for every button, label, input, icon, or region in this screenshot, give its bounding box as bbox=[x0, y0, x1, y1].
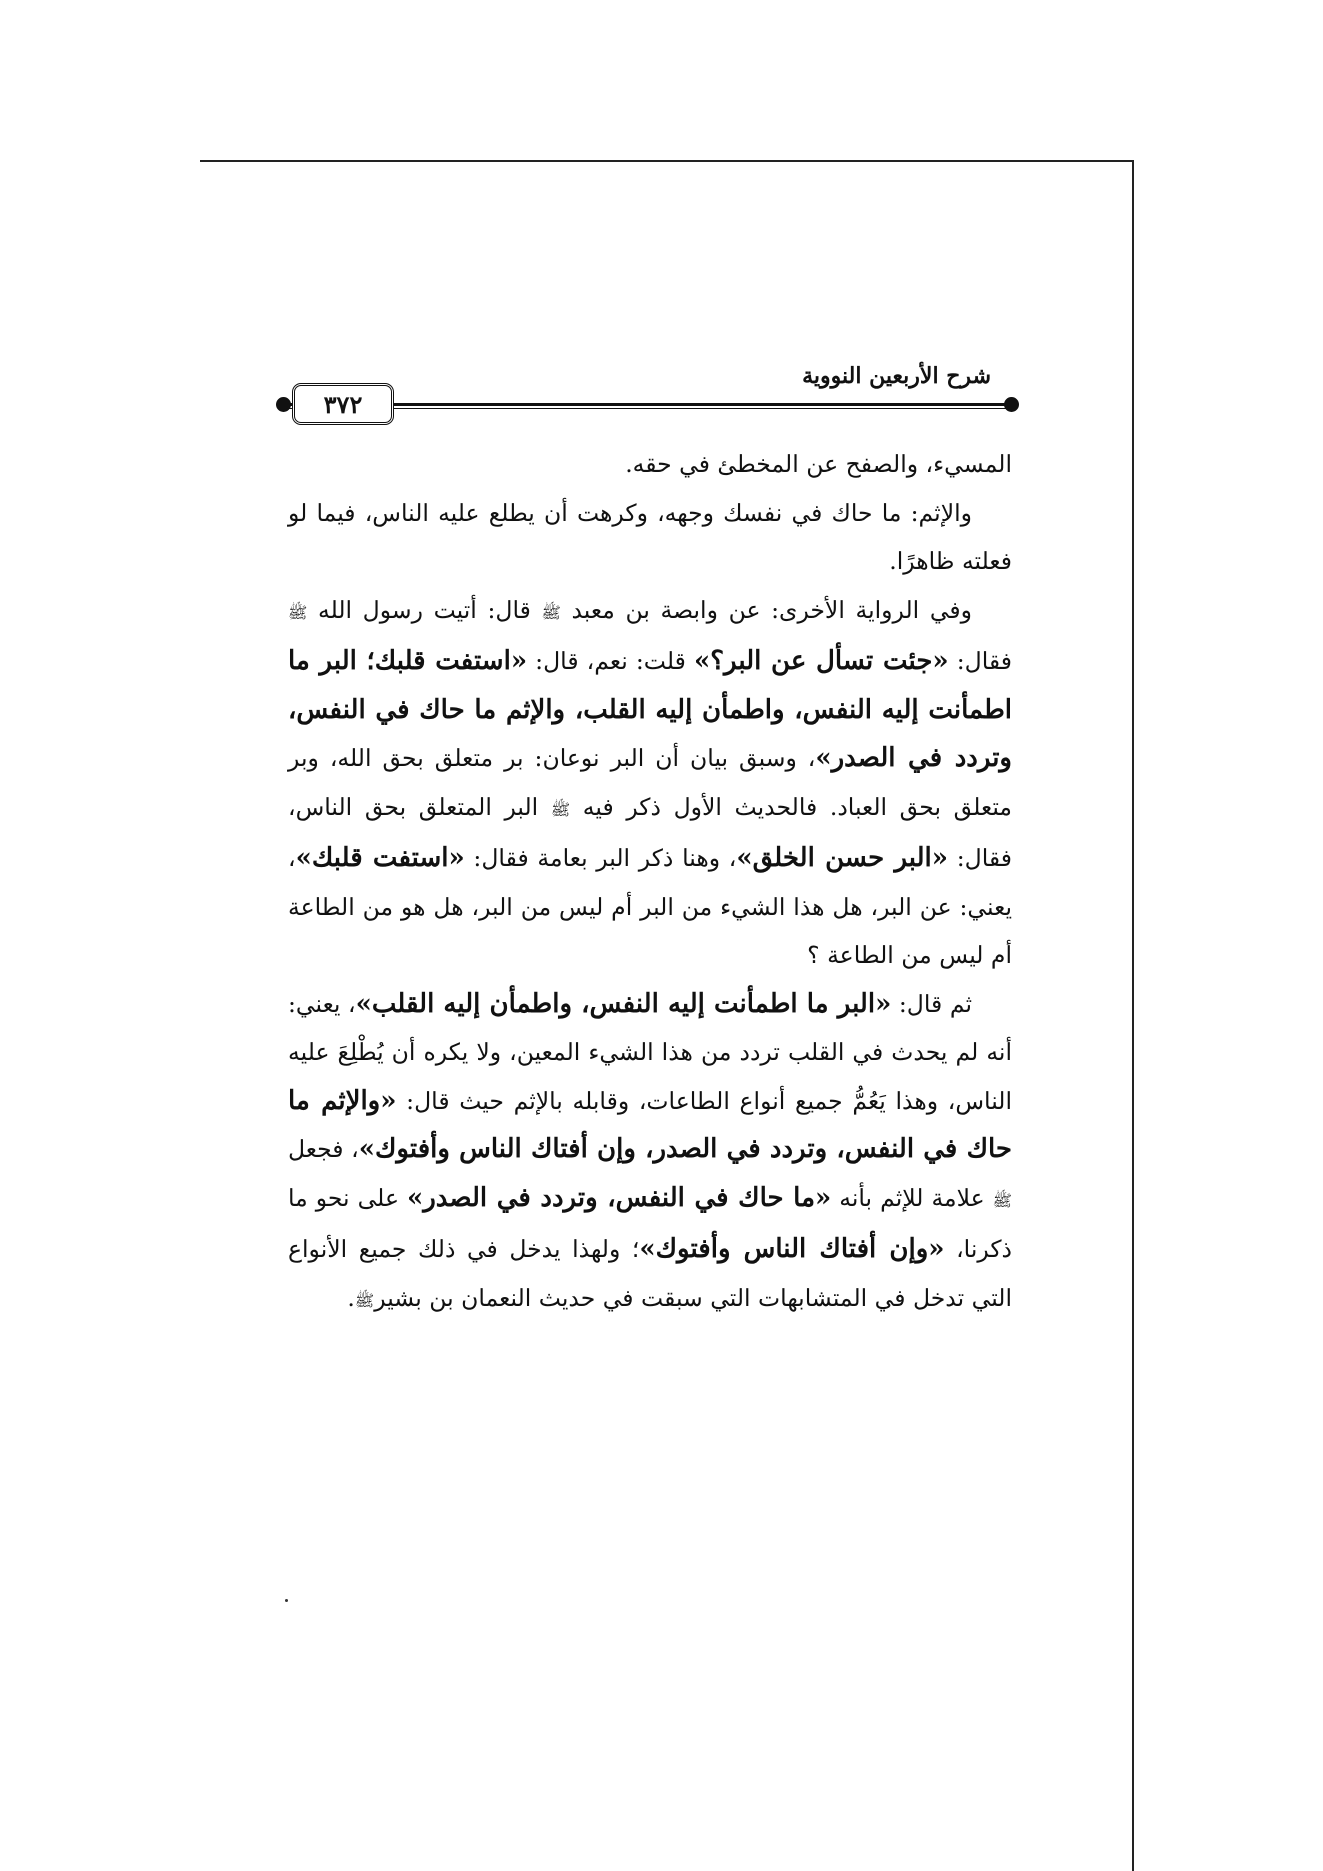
honorific-mark: ﷺ bbox=[354, 1290, 375, 1310]
scan-speck bbox=[285, 1599, 288, 1602]
hadith-quote: «جئت تسأل عن البر؟» bbox=[693, 646, 949, 676]
hadith-quote: «ما حاك في النفس، وتردد في الصدر» bbox=[406, 1182, 832, 1213]
header-right-dot-ornament bbox=[1004, 397, 1019, 412]
text-run: قال: أتيت رسول الله bbox=[307, 595, 542, 624]
hadith-quote: «استفت قلبك» bbox=[295, 843, 465, 873]
paragraph-4 bbox=[288, 980, 1012, 1326]
page-number: ٣٧٢ bbox=[323, 389, 363, 419]
text-run: ؛ ولهذا يدخل في ذلك جميع الأنواع التي تدخل في المتشابهات التي سبقت في حديث النعمان بن بشير bbox=[288, 1235, 1012, 1312]
text-run: وفي الرواية الأخرى: عن وابصة بن معبد bbox=[560, 595, 972, 624]
hadith-quote: «استفت قلبك؛ البر ما اطمأنت إليه النفس، واطمأن إليه القلب، والإثم ما حاك في النفس، وتردد في الصدر» bbox=[288, 646, 1012, 773]
text-run: قلت: نعم، قال: bbox=[527, 647, 694, 675]
text-run: ، فجعل bbox=[288, 1135, 359, 1163]
text-run: على نحو ما ذكرنا، bbox=[288, 1183, 1012, 1263]
page-header bbox=[270, 355, 1025, 425]
honorific-mark: ﷺ bbox=[550, 799, 571, 819]
header-rule bbox=[286, 403, 1009, 406]
hadith-quote: «وإن أفتاك الناس وأفتوك» bbox=[639, 1234, 945, 1264]
page-body bbox=[288, 440, 1012, 1325]
honorific-mark: ﷺ bbox=[541, 602, 561, 622]
text-run: ، يعني: عن البر، هل هذا الشيء من البر أم ليس من البر، هل هو من الطاعة أم ليس من الطاعة ؟ bbox=[288, 844, 1012, 969]
page-number-box bbox=[292, 383, 394, 425]
honorific-mark: ﷺ bbox=[992, 1190, 1012, 1210]
paragraph-2: والإثم: ما حاك في نفسك وجهه، وكرهت أن يطلع عليه الناس، فيما لو فعلته ظاهرًا. bbox=[288, 498, 1012, 575]
hadith-quote: «والإثم ما حاك في النفس، وتردد في الصدر، وإن أفتاك الناس وأفتوك» bbox=[288, 1085, 1012, 1164]
page-frame-right-line bbox=[1132, 160, 1134, 1871]
book-title: شرح الأربعين النووية bbox=[798, 363, 995, 389]
text-run: ، وسبق بيان أن البر نوعان: بر متعلق بحق الله، وبر متعلق بحق العباد. فالحديث الأول ذكر فيه bbox=[288, 744, 1013, 821]
text-run: البر المتعلق بحق الناس، فقال: bbox=[288, 792, 1013, 872]
text-run: فقال: bbox=[948, 647, 1013, 675]
text-run: علامة للإثم بأنه bbox=[831, 1183, 993, 1212]
text-run: . bbox=[347, 1283, 355, 1312]
header-rule-thin bbox=[286, 408, 1009, 409]
text-run: ، يعني: أنه لم يحدث في القلب تردد من هذا الشيء المعين، ولا يكره أن يُطْلِعَ عليه الناس، وهذا يَعُمُّ جميع أنواع الطاعات، وقابله بالإثم حيث قال: bbox=[288, 989, 1012, 1115]
hadith-quote: «البر ما اطمأنت إليه النفس، واطمأن إليه القلب» bbox=[355, 988, 892, 1019]
paragraph-3 bbox=[288, 586, 1012, 980]
honorific-mark: ﷺ bbox=[288, 602, 308, 622]
header-left-dot-ornament bbox=[276, 397, 291, 412]
text-run: ، وهنا ذكر البر بعامة فقال: bbox=[464, 844, 737, 872]
text-run: ثم قال: bbox=[891, 989, 973, 1018]
hadith-quote: «البر حسن الخلق» bbox=[736, 843, 949, 873]
page-frame-top-line bbox=[200, 160, 1133, 162]
paragraph-1: المسيء، والصفح عن المخطئ في حقه. bbox=[625, 450, 1012, 478]
